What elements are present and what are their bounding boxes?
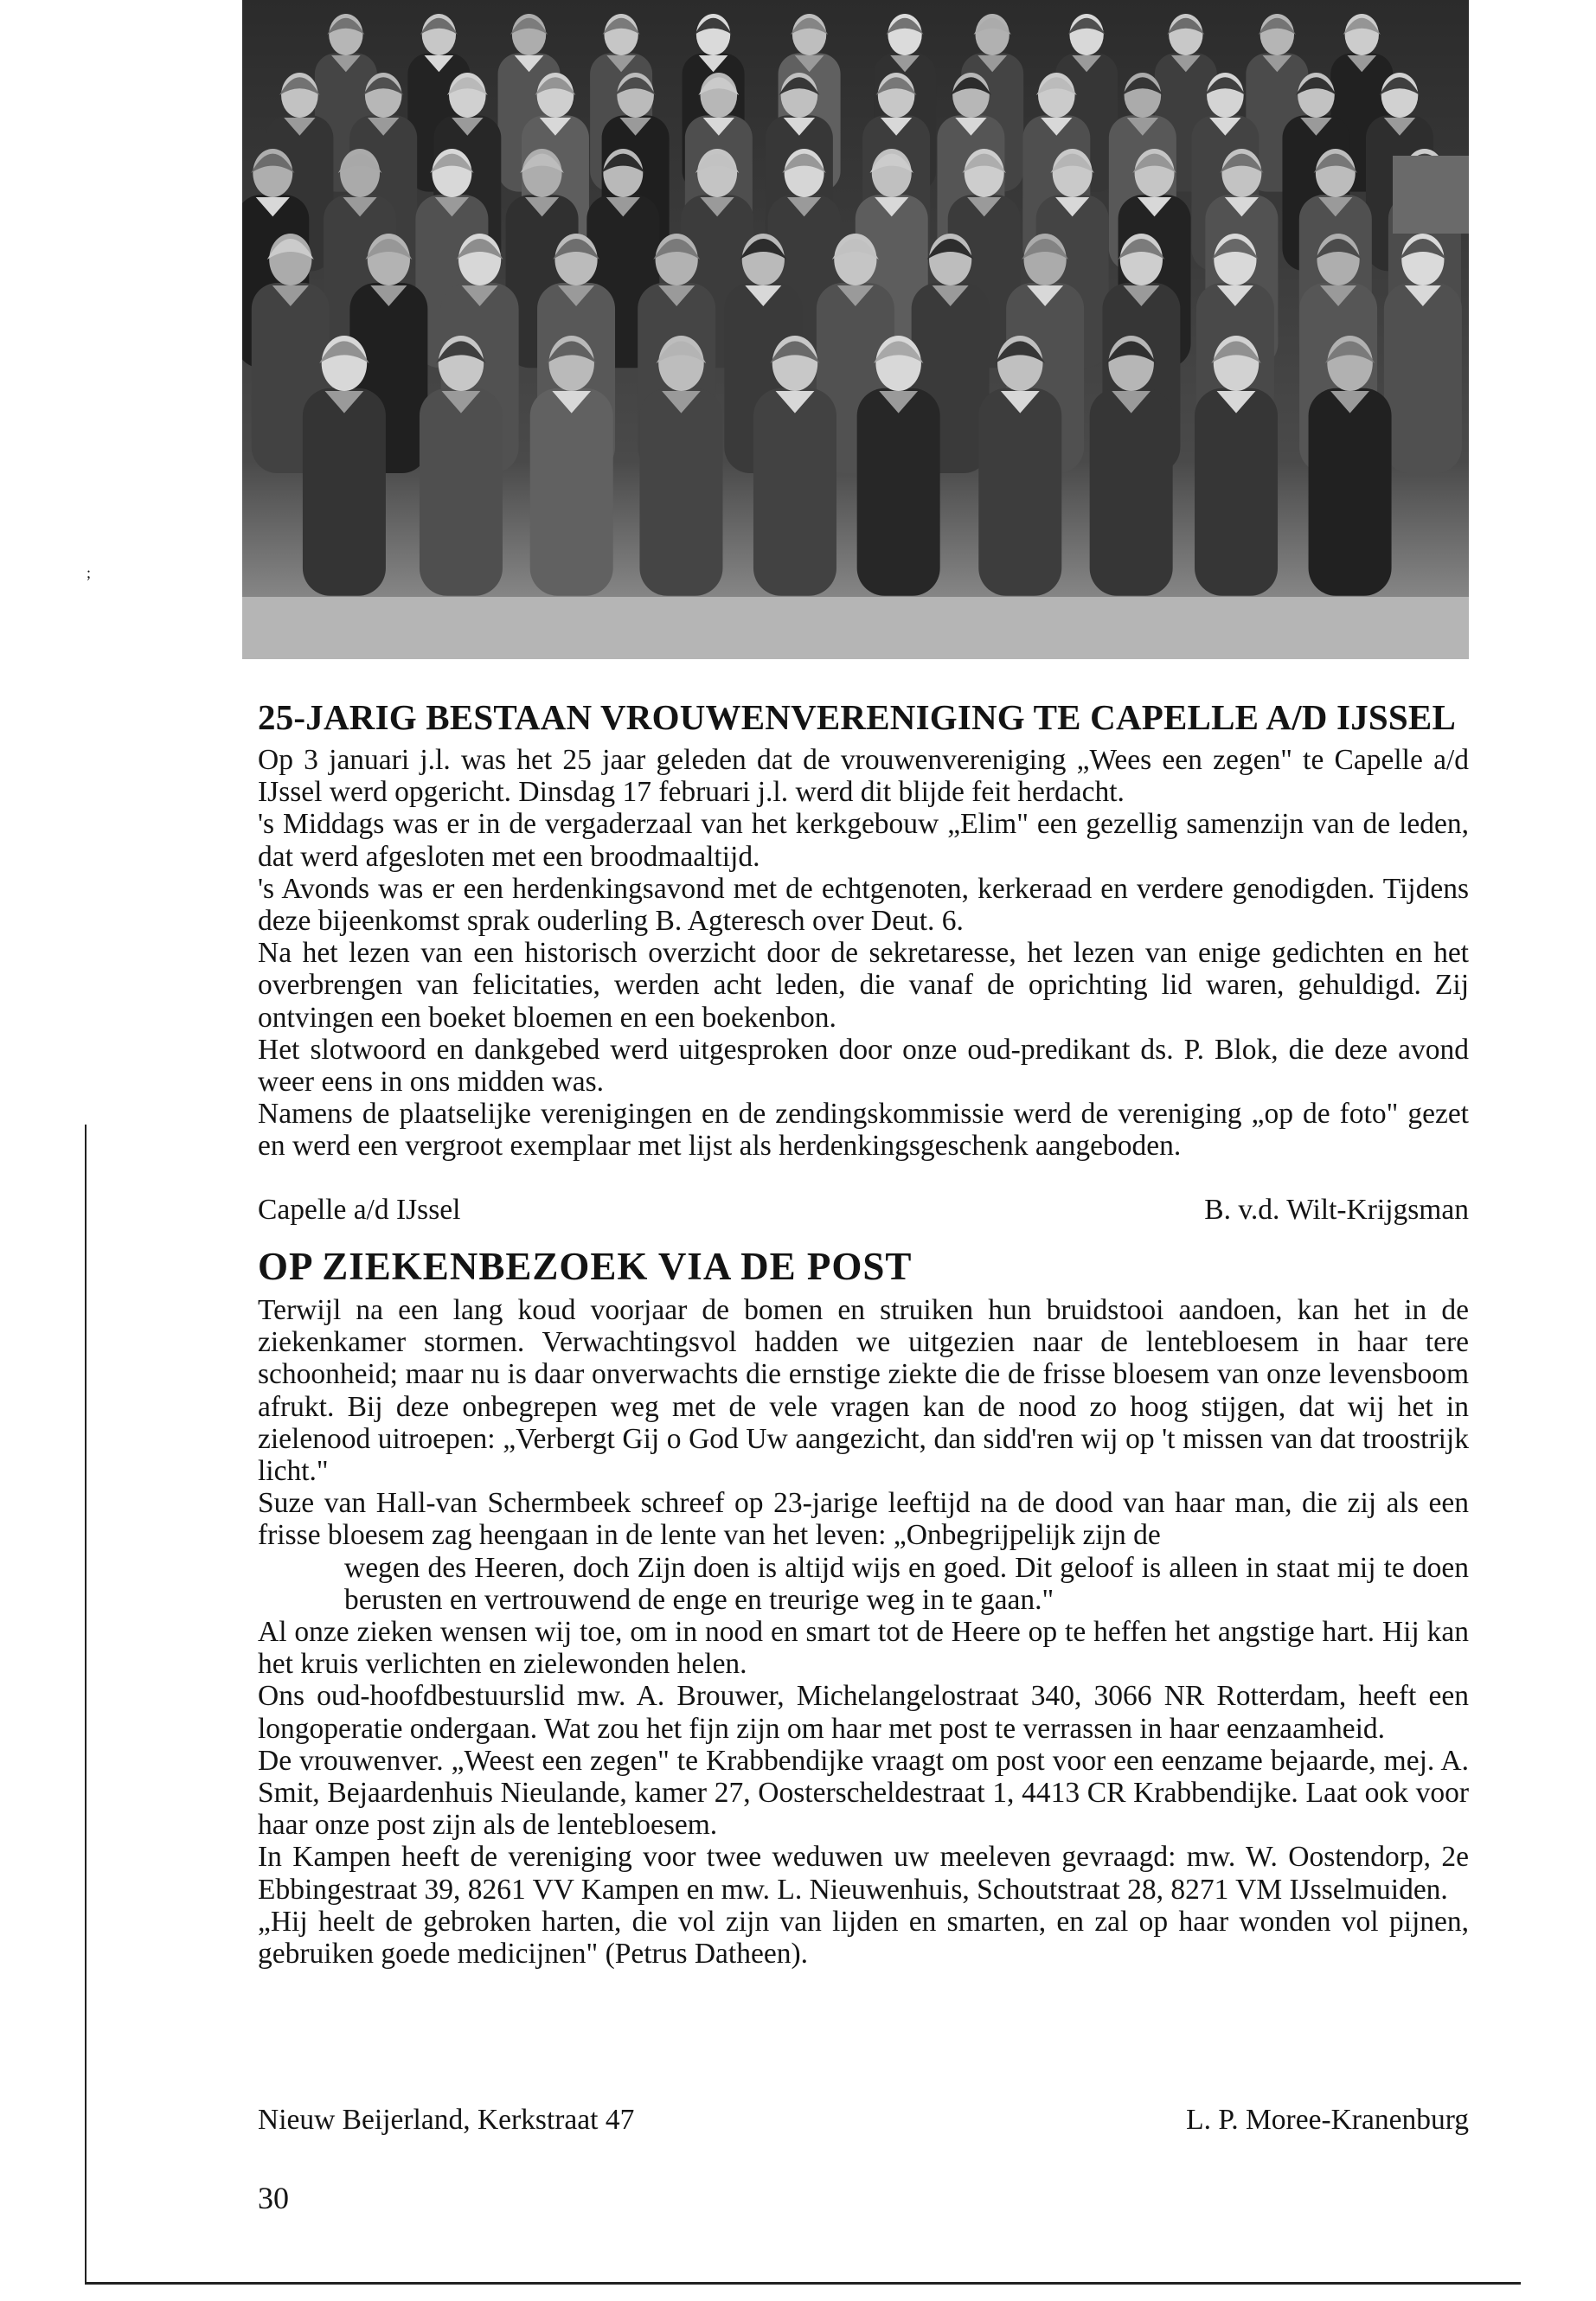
- article1-paragraph: 's Avonds was er een herdenkingsavond met de echtgenoten, kerkeraad en verdere genodigden. Tijdens deze bijeenkomst sprak ouderling B. Agteresch over Deut. 6.: [258, 872, 1469, 938]
- article1-paragraph: Op 3 januari j.l. was het 25 jaar geleden dat de vrouwenvereniging „Wees een zegen" te Capelle a/d IJssel werd opgericht. Dinsdag 17 februari j.l. werd dit blijde feit herdacht.: [258, 744, 1469, 809]
- article1-signature: [258, 1194, 1469, 1227]
- article1-headline: 25-JARIG BESTAAN VROUWENVERENIGING TE CAPELLE A/D IJSSEL: [258, 697, 1457, 737]
- article2-paragraph: Suze van Hall-van Schermbeek schreef op 23-jarige leeftijd na de dood van haar man, die zij als een frisse bloesem zag heengaan in de lente van het leven: „Onbegrijpelijk zijn de: [258, 1487, 1469, 1552]
- article2-paragraph: In Kampen heeft de vereniging voor twee weduwen uw meeleven gevraagd: mw. W. Oostendorp, 2e Ebbingestraat 39, 8261 VV Kampen en mw. L. Nieuwenhuis, Schoutstraat 28, 8271 VM IJsselmuiden.: [258, 1841, 1469, 1906]
- article1-paragraph: Namens de plaatselijke verenigingen en de zendingskommissie werd de vereniging „op de foto" gezet en werd een vergroot exemplaar met lijst als herdenkingsgeschenk aangeboden.: [258, 1098, 1469, 1163]
- article1-paragraph: Na het lezen van een historisch overzicht door de sekretaresse, het lezen van enige gedichten en het overbrengen van felicitaties, werden acht leden, die vanaf de oprichting lid waren, gehuldigd. Zij ontvingen een boeket bloemen en een boekenbon.: [258, 937, 1469, 1034]
- article2-paragraph: Al onze zieken wensen wij toe, om in nood en smart tot de Heere op te heffen het angstige hart. Hij kan het kruis verlichten en zielewonden helen.: [258, 1616, 1469, 1681]
- article2-paragraph: „Hij heelt de gebroken harten, die vol zijn van lijden en smarten, en zal op haar wonden vol pijnen, gebruiken goede medicijnen" (Petrus Datheen).: [258, 1905, 1469, 1971]
- floor: [242, 597, 1469, 659]
- article1-paragraph: 's Middags was er in de vergaderzaal van het kerkgebouw „Elim" een gezellig samenzijn van de leden, dat werd afgesloten met een broodmaaltijd.: [258, 808, 1469, 873]
- article1-paragraph: Het slotwoord en dankgebed werd uitgesproken door onze oud-predikant ds. P. Blok, die deze avond weer eens in ons midden was.: [258, 1033, 1469, 1099]
- article2-quote: wegen des Heeren, doch Zijn doen is altijd wijs en goed. Dit geloof is alleen in staat mij te doen berusten en vertrouwend de enge en treurige weg in te gaan.": [344, 1551, 1469, 1616]
- article2-signature: [258, 2104, 1469, 2137]
- margin-mark: ;: [87, 564, 92, 581]
- article1-place: Capelle a/d IJssel: [258, 1194, 461, 1226]
- group-photo-illustration: [242, 0, 1469, 659]
- page-edge-left: [85, 1125, 87, 2284]
- article2-body: [258, 1294, 1469, 1970]
- group-photo: [242, 0, 1469, 659]
- page-edge-bottom: [85, 2282, 1521, 2285]
- article2-paragraph: Terwijl na een lang koud voorjaar de bomen en struiken hun bruidstooi aandoen, kan het in de ziekenkamer stormen. Verwachtingsvol hadden we uitgezien naar de lentebloesem in haar tere schoonheid; maar nu is daar onverwachts die ernstige ziekte die de frisse bloesem van onze levensboom afrukt. Bij deze onbegrepen weg met de vele vragen kan de nood zo hoog stijgen, dat wij het in zielenood uitroepen: „Verbergt Gij o God Uw aangezicht, dan sidd'ren wij op 't missen van dat troostrijk licht.": [258, 1294, 1469, 1488]
- article1-author: B. v.d. Wilt-Krijgsman: [1204, 1194, 1469, 1226]
- article2-paragraph: Ons oud-hoofdbestuurslid mw. A. Brouwer, Michelangelostraat 340, 3066 NR Rotterdam, heeft een longoperatie ondergaan. Wat zou het fijn zijn om haar met post te verrassen in haar eenzaamheid.: [258, 1680, 1469, 1745]
- article1-body: [258, 744, 1469, 1163]
- article2-place: Nieuw Beijerland, Kerkstraat 47: [258, 2104, 635, 2136]
- article2-author: L. P. Moree-Kranenburg: [1186, 2104, 1469, 2136]
- article2-headline: OP ZIEKENBEZOEK VIA DE POST: [258, 1245, 913, 1288]
- page-number: 30: [258, 2181, 289, 2215]
- article2-paragraph: De vrouwenver. „Weest een zegen" te Krabbendijke vraagt om post voor een eenzame bejaarde, mej. A. Smit, Bejaardenhuis Nieulande, kamer 27, Oosterscheldestraat 1, 4413 CR Krabbendijke. Laat ook voor haar onze post zijn als de lentebloesem.: [258, 1744, 1469, 1842]
- organ: [1393, 156, 1469, 234]
